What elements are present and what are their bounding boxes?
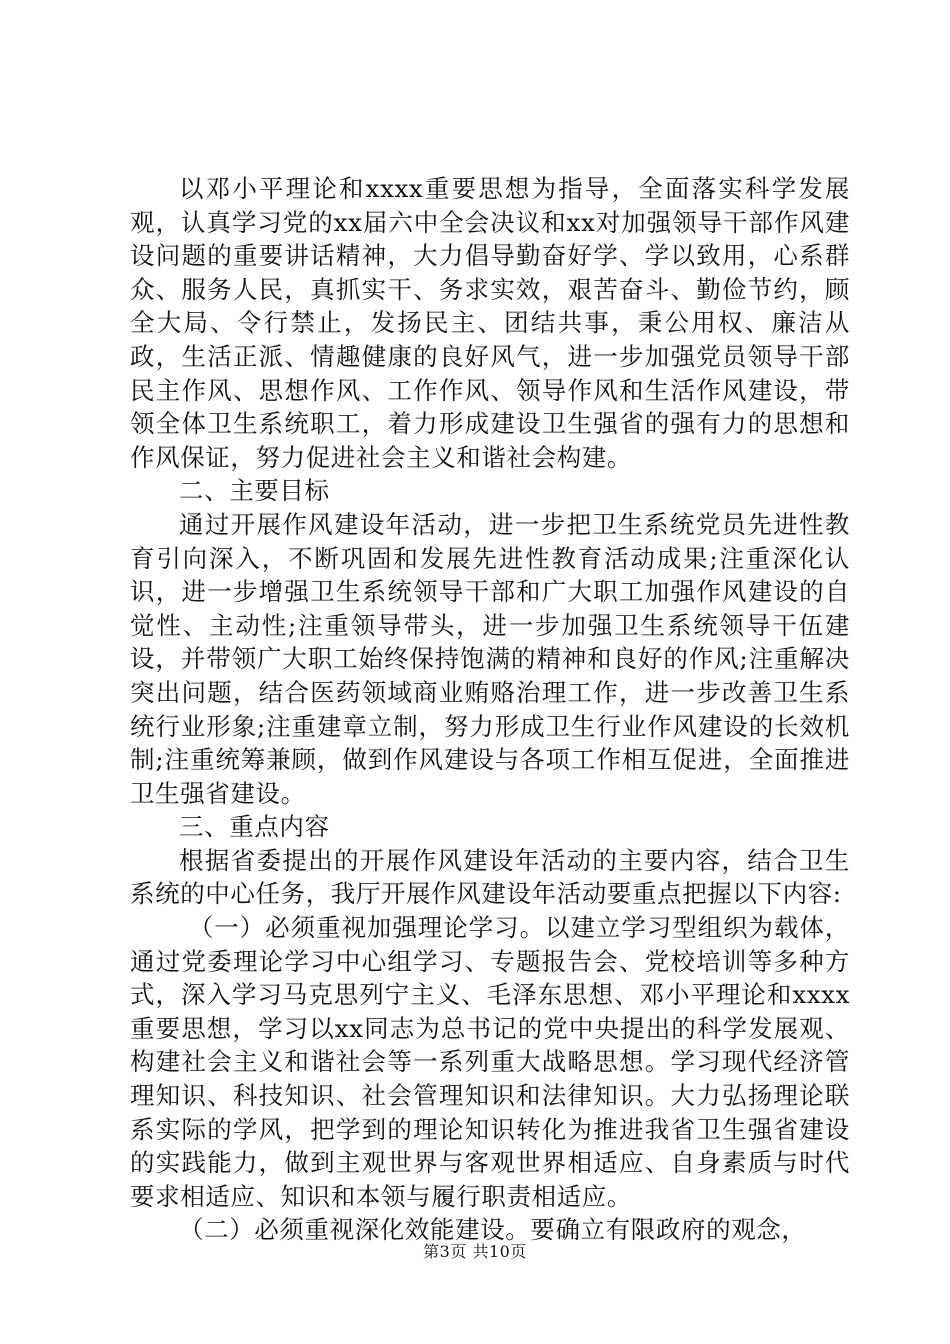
section-heading-key-content: 三、重点内容 — [179, 812, 330, 842]
paragraph-theory-study: （一）必须重视加强理论学习。以建立学习型组织为载体，通过党委理论学习中心组学习、专题报告会、党校培训等多种方式，深入学习马克思列宁主义、毛泽东思想、邓小平理论和xxxx重要思想，学习以xx同志为总书记的党中央提出的科学发展观、构建社会主义和谐社会等一系列重大战略思想。学习现代经济管理知识、科技知识、社会管理知识和法律知识。大力弘扬理论联系实际的学风，把学到的理论知识转化为推进我省卫生强省建设的实践能力，做到主观世界与客观世界相适应、自身素质与时代要求相适应、知识和本领与履行职责相适应。 — [130, 913, 850, 1211]
section-heading-main-goals: 二、主要目标 — [179, 476, 330, 506]
paragraph-key-content-intro: 根据省委提出的开展作风建设年活动的主要内容，结合卫生系统的中心任务，我厅开展作风建设年活动要重点把握以下内容: — [130, 845, 850, 909]
paragraph-guiding-ideology: 以邓小平理论和xxxx重要思想为指导，全面落实科学发展观，认真学习党的xx届六中全会决议和xx对加强领导干部作风建设问题的重要讲话精神，大力倡导勤奋好学、学以致用，心系群众、服务人民，真抓实干、务求实效，艰苦奋斗、勤俭节约，顾全大局、令行禁止，发扬民主、团结共事，秉公用权、廉洁从政，生活正派、情趣健康的良好风气，进一步加强党员领导干部民主作风、思想作风、工作作风、领导作风和生活作风建设，带领全体卫生系统职工，着力形成建设卫生强省的强有力的思想和作风保证，努力促进社会主义和谐社会构建。 — [130, 174, 850, 472]
paragraph-main-goals: 通过开展作风建设年活动，进一步把卫生系统党员先进性教育引向深入，不断巩固和发展先进性教育活动成果;注重深化认识，进一步增强卫生系统领导干部和广大职工加强作风建设的自觉性、主动性;注重领导带头，进一步加强卫生系统领导干伍建设，并带领广大职工始终保持饱满的精神和良好的作风;注重解决突出问题，结合医药领域商业贿赂治理工作，进一步改善卫生系统行业形象;注重建章立制，努力形成卫生行业作风建设的长效机制;注重统筹兼顾，做到作风建设与各项工作相互促进，全面推进卫生强省建设。 — [130, 509, 850, 808]
paragraph-efficiency-building: （二）必须重视深化效能建设。要确立有限政府的观念， — [179, 1215, 807, 1245]
document-body — [130, 172, 850, 1247]
page-number-footer: 第3页 共10页 — [423, 1242, 527, 1261]
